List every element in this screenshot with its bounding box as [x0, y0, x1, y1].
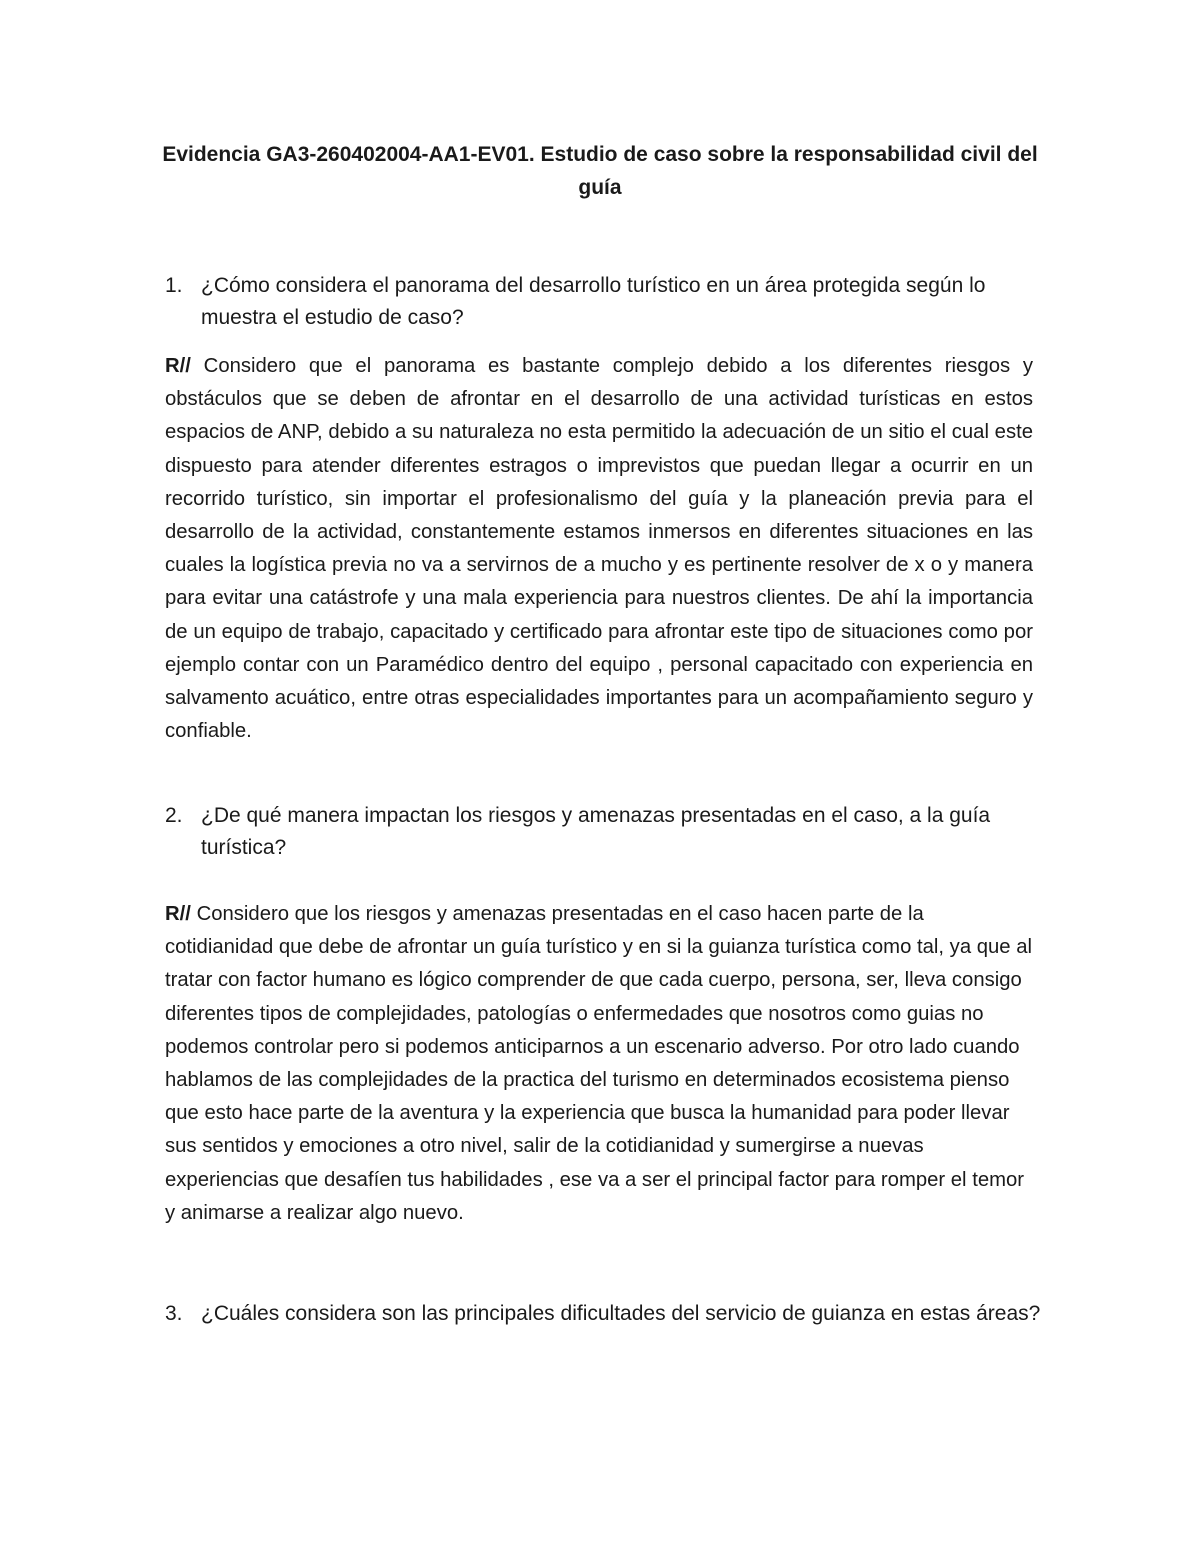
question-2 — [165, 800, 1045, 864]
answer-text: Considero que los riesgos y amenazas presentadas en el caso hacen parte de la cotidianidad que debe de afrontar un guía turístico y en si la guianza turística como tal, ya que al tratar con factor humano es lógico comprender de que cada cuerpo, persona, ser, lleva consigo diferentes tipos de complejidades, patologías o enfermedades que nosotros como guias no podemos controlar pero si podemos anticiparnos a un escenario adverso. Por otro lado cuando hablamos de las complejidades de la practica del turismo en determinados ecosistema pienso que esto hace parte de la aventura y la experiencia que busca la humanidad para poder llevar sus sentidos y emociones a otro nivel, salir de la cotidianidad y sumergirse a nuevas experiencias que desafíen tus habilidades , ese va a ser el principal factor para romper el temor y animarse a realizar algo nuevo. — [165, 903, 1032, 1224]
question-1 — [165, 270, 1045, 334]
answer-label: R// — [165, 903, 191, 925]
question-text: ¿Cuáles considera son las principales dificultades del servicio de guianza en estas áreas? — [201, 1302, 1041, 1325]
answer-2 — [165, 898, 1033, 1230]
document-title: Evidencia GA3-260402004-AA1-EV01. Estudio de caso sobre la responsabilidad civil del guía — [162, 143, 1038, 199]
question-text: ¿De qué manera impactan los riesgos y amenazas presentadas en el caso, a la guía turística? — [201, 804, 991, 859]
question-number: 3. — [165, 1302, 183, 1325]
question-number: 2. — [165, 804, 183, 827]
answer-1 — [165, 350, 1033, 748]
answer-label: R// — [165, 355, 191, 377]
question-number: 1. — [165, 274, 183, 297]
question-3 — [165, 1298, 1045, 1330]
question-text: ¿Cómo considera el panorama del desarrollo turístico en un área protegida según lo muestra el estudio de caso? — [201, 274, 986, 329]
answer-text: Considero que el panorama es bastante complejo debido a los diferentes riesgos y obstáculos que se deben de afrontar en el desarrollo de una actividad turísticas en estos espacios de ANP, debido a su naturaleza no esta permitido la adecuación de un sitio el cual este dispuesto para atender diferentes estragos o imprevistos que puedan llegar a ocurrir en un recorrido turístico, sin importar el profesionalismo del guía y la planeación previa para el desarrollo de la actividad, constantemente estamos inmersos en diferentes situaciones en las cuales la logística previa no va a servirnos de a mucho y es pertinente resolver de x o y manera para evitar una catástrofe y una mala experiencia para nuestros clientes. De ahí la importancia de un equipo de trabajo, capacitado y certificado para afrontar este tipo de situaciones como por ejemplo contar con un Paramédico dentro del equipo , personal capacitado con experiencia en salvamento acuático, entre otras especialidades importantes para un acompañamiento seguro y confiable. — [165, 355, 1033, 743]
